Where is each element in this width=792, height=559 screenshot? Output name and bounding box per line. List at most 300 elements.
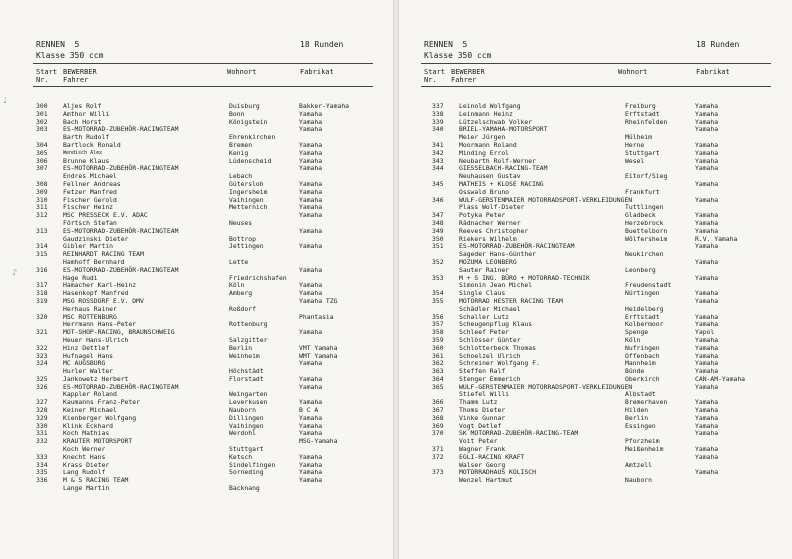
make: Yamaha — [695, 413, 719, 422]
start-number: 373 — [432, 468, 444, 477]
start-number: 365 — [432, 382, 444, 391]
hometown: Herzebrock — [625, 218, 664, 227]
entrant-name: ES-MOTORRAD-ZUBEHÖR-RACINGTEAM — [63, 226, 179, 235]
hometown: Nauborn — [625, 476, 652, 485]
entrant-name: Reeves Christopher — [459, 226, 529, 235]
entrant-name: Lange Martin — [63, 484, 110, 493]
runden-label: 18 Runden — [696, 40, 740, 49]
hometown: Amtzell — [625, 460, 652, 469]
make: Yamaha — [299, 179, 323, 188]
col-fabrikat: Fabrikat — [696, 68, 730, 76]
start-number: 307 — [36, 164, 48, 173]
make: Yamaha — [695, 211, 719, 220]
entrant-name: Hage Rudi — [63, 273, 98, 282]
entrant-name: Schädler Michael — [459, 304, 521, 313]
hometown: Friedrichshafen — [229, 273, 287, 282]
start-number: 345 — [432, 179, 444, 188]
start-number: 370 — [432, 429, 444, 438]
entrant-name: Hufnagel Hans — [63, 351, 114, 360]
col-wohnort: Wohnort — [618, 68, 648, 76]
make: CAN-AM-Yamaha — [695, 374, 746, 383]
start-number: 349 — [432, 226, 444, 235]
make: Yamaha — [695, 273, 719, 282]
hometown: Nürtingen — [625, 289, 660, 298]
make: Yamaha — [299, 382, 323, 391]
hometown: Eitorf/Sieg — [625, 172, 668, 181]
make: Yamaha — [299, 148, 323, 157]
entrant-name: MOTORRADHAUS KOLISCH — [459, 468, 536, 477]
hometown: Weinheim — [229, 351, 260, 360]
make: Yamaha — [299, 468, 323, 477]
make: Yamaha — [695, 226, 719, 235]
entrant-name: Knecht Hans — [63, 452, 106, 461]
hometown: Ketsch — [229, 452, 253, 461]
make: Yamaha — [299, 476, 323, 485]
entrant-name: EGLI-RACING KRAFT — [459, 452, 525, 461]
start-number: 339 — [432, 117, 444, 126]
entrant-name: ES-MOTORRAD-ZUBEHÖR-RACINGTEAM — [63, 265, 179, 274]
start-number: 311 — [36, 203, 48, 212]
start-number: 366 — [432, 398, 444, 407]
make: R.V. Yamaha — [695, 234, 738, 243]
hometown: Sorneding — [229, 468, 264, 477]
entrant-name: MOTORRAD HESTER RACING TEAM — [459, 296, 563, 305]
hometown: Leverkusen — [229, 398, 268, 407]
make: Yamaha — [299, 429, 323, 438]
hometown: Lüdenscheid — [229, 156, 272, 165]
start-number: 333 — [36, 452, 48, 461]
start-number: 315 — [36, 250, 48, 259]
entrant-name: M + S ING. BÜRO + MOTORRAD-TECHNIK — [459, 273, 590, 282]
entrant-name: MOT-SHOP-RACING, BRAUNSCHWEIG — [63, 328, 175, 337]
start-number: 304 — [36, 140, 48, 149]
make: Yamaha — [695, 343, 719, 352]
start-number: 328 — [36, 406, 48, 415]
hometown: Mannheim — [625, 359, 656, 368]
make: Yamaha — [695, 156, 719, 165]
entrant-name: Krass Dieter — [63, 460, 110, 469]
make: Yamaha — [695, 429, 719, 438]
start-number: 347 — [432, 211, 444, 220]
hometown: Bremerhaven — [625, 398, 668, 407]
entrant-name: Fetzer Manfred — [63, 187, 117, 196]
entrant-name: REINHARDT RACING TEAM — [63, 250, 144, 259]
start-number: 367 — [432, 406, 444, 415]
entrant-name: ES-MOTORRAD-ZUBEHÖR-RACINGTEAM — [63, 125, 179, 134]
hometown: Erftstadt — [625, 312, 660, 321]
make: Yamaha — [299, 359, 323, 368]
start-number: 357 — [432, 320, 444, 329]
entrant-name: Kaumanns Franz-Peter — [63, 398, 140, 407]
make: Yamaha — [695, 351, 719, 360]
entrant-name: Leinold Wolfgang — [459, 102, 521, 110]
start-number: 338 — [432, 109, 444, 118]
entrant-name: Wendisch Alex — [63, 149, 103, 156]
entrant-name: MOZUMA LEONBERG — [459, 257, 517, 266]
entrant-name: Hurler Walter — [63, 367, 114, 376]
entrant-name: WULF-GERSTENMAIER MOTORRADSPORT-VERKLEIDUNGEN — [459, 195, 633, 204]
start-number: 321 — [36, 328, 48, 337]
entrant-name: Fellner Andreas — [63, 179, 121, 188]
start-number: 316 — [36, 265, 48, 274]
entrant-name: Klink Eckhard — [63, 421, 114, 430]
entrant-name: Lang Rudolf — [63, 468, 106, 477]
entrant-name: ES-MOTORRAD-ZUBEHÖR-RACINGTEAM — [459, 242, 575, 251]
col-start: Start Nr. — [424, 68, 446, 84]
hometown: Ehrenkirchen — [229, 133, 276, 142]
entrant-name: Jankowetz Herbert — [63, 374, 129, 383]
hometown: Gütersloh — [229, 179, 264, 188]
start-number: 350 — [432, 234, 444, 243]
start-number: 335 — [36, 468, 48, 477]
hometown: Essingen — [625, 421, 656, 430]
entrant-name: ES-MOTORRAD-ZUBEHÖR-RACINGTEAM — [63, 164, 179, 173]
hometown: Bottrop — [229, 234, 256, 243]
make: Yamaha — [299, 187, 323, 196]
entrant-name: Kienberger Wolfgang — [63, 413, 137, 422]
make: Yamaha — [299, 281, 323, 290]
hometown: Wesel — [625, 156, 645, 165]
start-number: 303 — [36, 125, 48, 134]
hometown: Bremen — [229, 140, 253, 149]
hometown: Vaihingen — [229, 195, 264, 204]
start-number: 329 — [36, 413, 48, 422]
start-number: 334 — [36, 460, 48, 469]
make: Yamaha — [695, 164, 719, 173]
make: VMT Yamaha — [299, 343, 338, 352]
hometown: Stuttgart — [229, 445, 264, 454]
header-rule-top — [421, 63, 771, 64]
make: Bakker-Yamaha — [299, 102, 350, 110]
start-number: 326 — [36, 382, 48, 391]
entrant-name: MSC ROTTENBURG — [63, 312, 117, 321]
hometown: Backnang — [229, 484, 260, 493]
entrant-name: Voit Peter — [459, 437, 498, 446]
hometown: Nauborn — [229, 406, 256, 415]
start-number: 302 — [36, 117, 48, 126]
hometown: Freudenstadt — [625, 281, 672, 290]
hometown: Gladbeck — [625, 211, 656, 220]
start-number: 305 — [36, 148, 48, 157]
rennen-label: RENNEN — [36, 40, 65, 49]
hometown: Roßdorf — [229, 304, 256, 313]
make: Yamaha — [695, 406, 719, 415]
hometown: Herne — [625, 140, 645, 149]
start-number: 359 — [432, 335, 444, 344]
make: B C A — [299, 406, 319, 415]
hometown: Nufringen — [625, 343, 660, 352]
hometown: Vaihingen — [229, 421, 264, 430]
make: Yamaha — [695, 102, 719, 110]
col-start: Start Nr. — [36, 68, 58, 84]
entrant-name: GIESSELBACH-RACING-TEAM — [459, 164, 548, 173]
hometown: Köln — [229, 281, 245, 290]
start-number: 306 — [36, 156, 48, 165]
hometown: Amberg — [229, 289, 253, 298]
start-number: 352 — [432, 257, 444, 266]
make: Yamaha — [695, 117, 719, 126]
handwritten-mark: ♪ — [12, 268, 18, 277]
start-number: 364 — [432, 374, 444, 383]
make: Yamaha — [299, 140, 323, 149]
make: Yamaha — [299, 109, 323, 118]
start-number: 324 — [36, 359, 48, 368]
make: Yamaha — [695, 421, 719, 430]
entrant-name: Lützelschwab Volker — [459, 117, 533, 126]
start-number: 371 — [432, 445, 444, 454]
entrant-name: Bartlock Ronald — [63, 140, 121, 149]
start-number: 331 — [36, 429, 48, 438]
entrant-name: Thamm Lutz — [459, 398, 498, 407]
hometown: Köln — [625, 335, 641, 344]
start-number: 312 — [36, 211, 48, 220]
klasse-label: Klasse 350 ccm — [424, 51, 492, 60]
start-number: 340 — [432, 125, 444, 134]
entrant-name: Schreiner Wolfgang F. — [459, 359, 540, 368]
entrant-name: Kappler Roland — [63, 390, 117, 399]
entrant-name: Stiefel Willi — [459, 390, 510, 399]
make: Yamaha — [299, 156, 323, 165]
make: Yamaha — [299, 328, 323, 337]
entrant-name: Neuhausen Gustav — [459, 172, 521, 181]
make: Yamaha — [695, 452, 719, 461]
start-number: 308 — [36, 179, 48, 188]
hometown: Neuses — [229, 218, 253, 227]
entrant-name: Wenzel Hartmut — [459, 476, 513, 485]
hometown: Meißenheim — [625, 445, 664, 454]
rennen-number: 5 — [74, 40, 80, 49]
hometown: Bünde — [625, 367, 645, 376]
hometown: Salzgitter — [229, 335, 268, 344]
hometown: Wölfersheim — [625, 234, 668, 243]
hometown: Albstadt — [625, 390, 656, 399]
entrant-name: Potyka Peter — [459, 211, 506, 220]
hometown: Tuttlingen — [625, 203, 664, 212]
hometown: Oberkirch — [625, 374, 660, 383]
start-number: 355 — [432, 296, 444, 305]
hometown: Rheinfelden — [625, 117, 668, 126]
entrant-name: Neubarth Rolf-Werner — [459, 156, 536, 165]
hometown: Berlin — [229, 343, 253, 352]
start-number: 342 — [432, 148, 444, 157]
hometown: Dillingen — [229, 413, 264, 422]
entrant-name: MSG ROSSDORF E.V. DMV — [63, 296, 144, 305]
start-number: 356 — [432, 312, 444, 321]
start-number: 332 — [36, 437, 48, 446]
hometown: Erftstadt — [625, 109, 660, 118]
start-number: 343 — [432, 156, 444, 165]
make: Yapol — [695, 328, 715, 337]
make: Yamaha — [299, 413, 323, 422]
make: Yamaha — [695, 320, 719, 329]
start-number: 354 — [432, 289, 444, 298]
hometown: Ingersheim — [229, 187, 268, 196]
hometown: Neukirchen — [625, 250, 664, 259]
entrant-name: Schoelzel Ulrich — [459, 351, 521, 360]
make: Yamaha — [695, 257, 719, 266]
entrant-name: Sageder Hans-Günther — [459, 250, 536, 259]
entrant-name: Amthor Willi — [63, 109, 110, 118]
entrant-name: Hasenkopf Manfred — [63, 289, 129, 298]
start-number: 358 — [432, 328, 444, 337]
hometown: Kolbermoor — [625, 320, 664, 329]
start-number: 314 — [36, 242, 48, 251]
start-number: 362 — [432, 359, 444, 368]
hometown: Berlin — [625, 413, 649, 422]
entrant-name: Single Claus — [459, 289, 506, 298]
make: Yamaha — [299, 460, 323, 469]
entrant-name: Fischer Gerold — [63, 195, 117, 204]
entrant-name: Endres Michael — [63, 172, 117, 181]
hometown: Bonn — [229, 109, 245, 118]
rennen-number: 5 — [462, 40, 468, 49]
make: Yamaha — [695, 140, 719, 149]
entrant-name: Sauter Rainer — [459, 265, 510, 274]
make: Yamaha — [299, 117, 323, 126]
entrant-name: Brunne Klaus — [63, 156, 110, 165]
entrant-name: Gaudzinski Dieter — [63, 234, 129, 243]
make: Yamaha — [299, 421, 323, 430]
hometown: Höchstädt — [229, 367, 264, 376]
start-number: 360 — [432, 343, 444, 352]
make: Yamaha — [695, 148, 719, 157]
make: Yamaha — [695, 242, 719, 251]
entrant-name: Vinke Gunnar — [459, 413, 506, 422]
header-rule-top — [33, 63, 373, 64]
start-number: 337 — [432, 102, 444, 110]
make: Yamaha — [695, 382, 719, 391]
col-bewerber: BEWERBER Fahrer — [63, 68, 97, 84]
header-rule-bottom — [33, 86, 373, 87]
handwritten-mark: ♩ — [3, 96, 7, 105]
start-number: 317 — [36, 281, 48, 290]
hometown: Lebach — [229, 172, 253, 181]
entrant-name: Riekers Wilhelm — [459, 234, 517, 243]
page-fold — [393, 0, 399, 559]
entrant-name: Plass Wolf-Dieter — [459, 203, 525, 212]
entrant-name: Koch Werner — [63, 445, 106, 454]
make: Yamaha — [299, 374, 323, 383]
start-number: 348 — [432, 218, 444, 227]
make: Yamaha — [695, 109, 719, 118]
start-number: 363 — [432, 367, 444, 376]
entrant-name: KRAUTER MOTORSPORT — [63, 437, 133, 446]
make: Yamaha — [299, 125, 323, 134]
start-number: 319 — [36, 296, 48, 305]
hometown: Rottenburg — [229, 320, 268, 329]
start-number: 341 — [432, 140, 444, 149]
make: Yamaha — [695, 296, 719, 305]
entrant-name: Schaller Lutz — [459, 312, 510, 321]
make: Yamaha — [695, 218, 719, 227]
hometown: Frankfurt — [625, 187, 660, 196]
make: Yamaha — [695, 398, 719, 407]
start-number: 346 — [432, 195, 444, 204]
start-number: 313 — [36, 226, 48, 235]
hometown: Spenge — [625, 328, 649, 337]
entrant-name: Barth Rudolf — [63, 133, 110, 142]
entrant-name: Hinz Dettlef — [63, 343, 110, 352]
entrant-name: Osswald Bruno — [459, 187, 510, 196]
entrant-name: Bach Horst — [63, 117, 102, 126]
entrant-name: Moormann Roland — [459, 140, 517, 149]
hometown: Königstein — [229, 117, 268, 126]
make: Yamaha — [695, 468, 719, 477]
entrant-name: Fischer Heinz — [63, 203, 114, 212]
entrant-name: Steffen Ralf — [459, 367, 506, 376]
start-number: 353 — [432, 273, 444, 282]
make: Yamaha — [299, 289, 323, 298]
entrant-name: Förtsch Stefan — [63, 218, 117, 227]
entrant-name: Simonin Jean Michel — [459, 281, 533, 290]
entrant-name: MSC PRESSECK E.V. ADAC — [63, 211, 148, 220]
make: Yamaha — [299, 211, 323, 220]
start-number: 323 — [36, 351, 48, 360]
start-number: 336 — [36, 476, 48, 485]
start-number: 344 — [432, 164, 444, 173]
entrant-name: Schlösser Günter — [459, 335, 521, 344]
make: Yamaha — [299, 398, 323, 407]
entrant-name: Walser Georg — [459, 460, 506, 469]
entrant-name: Hamacher Karl-Heinz — [63, 281, 137, 290]
start-number: 327 — [36, 398, 48, 407]
start-number: 301 — [36, 109, 48, 118]
make: Yamaha — [695, 179, 719, 188]
start-number: 361 — [432, 351, 444, 360]
make: Yamaha — [695, 367, 719, 376]
entrant-name: Aljes Rolf — [63, 102, 102, 110]
hometown: Duisburg — [229, 102, 260, 110]
entrant-name: SK MOTORRAD-ZUBEHÖR-RACING-TEAM — [459, 429, 579, 438]
start-number: 310 — [36, 195, 48, 204]
entrant-name: Koch Mathias — [63, 429, 110, 438]
entrant-name: Wagner Frank — [459, 445, 506, 454]
make: Yamaha — [299, 195, 323, 204]
col-fabrikat: Fabrikat — [300, 68, 334, 76]
hometown: Stuttgart — [625, 148, 660, 157]
start-number: 372 — [432, 452, 444, 461]
entrant-name: Herrmann Hans-Peter — [63, 320, 137, 329]
header-rule-bottom — [421, 86, 771, 87]
entrant-name: BRIEL-YAMAHA-MOTORSPORT — [459, 125, 548, 134]
entrant-name: M & S RACING TEAM — [63, 476, 129, 485]
hometown: Sindelfingen — [229, 460, 276, 469]
make: Yamaha TZG — [299, 296, 338, 305]
make: Yamaha — [695, 195, 719, 204]
entrant-name: Gibler Martin — [63, 242, 114, 251]
entrant-name: Schleef Peter — [459, 328, 510, 337]
hometown: Offenbach — [625, 351, 660, 360]
entrant-name: Scheugenpflug Klaus — [459, 320, 533, 329]
entrant-name: MATHEIS + KLOSE RACING — [459, 179, 544, 188]
make: Yamaha — [299, 203, 323, 212]
hometown: Freiburg — [625, 102, 656, 110]
hometown: Werdohl — [229, 429, 256, 438]
entrant-name: Minding Errol — [459, 148, 510, 157]
entrant-name: Vogt Detlef — [459, 421, 502, 430]
start-number: 322 — [36, 343, 48, 352]
make: Yamaha — [695, 125, 719, 134]
rennen-label: RENNEN — [424, 40, 453, 49]
make: Yamaha — [695, 445, 719, 454]
entrant-name: Leinmann Heinz — [459, 109, 513, 118]
hometown: Leonberg — [625, 265, 656, 274]
entrant-name: Herhaus Rainer — [63, 304, 117, 313]
start-number: 309 — [36, 187, 48, 196]
make: WMT Yamaha — [299, 351, 338, 360]
entrant-name: WULF-GERSTENMAIER MOTORRADSPORT-VERKLEIDUNGEN — [459, 382, 633, 391]
entrant-name: ES-MOTORRAD-ZUBEHÖR-RACINGTEAM — [63, 382, 179, 391]
